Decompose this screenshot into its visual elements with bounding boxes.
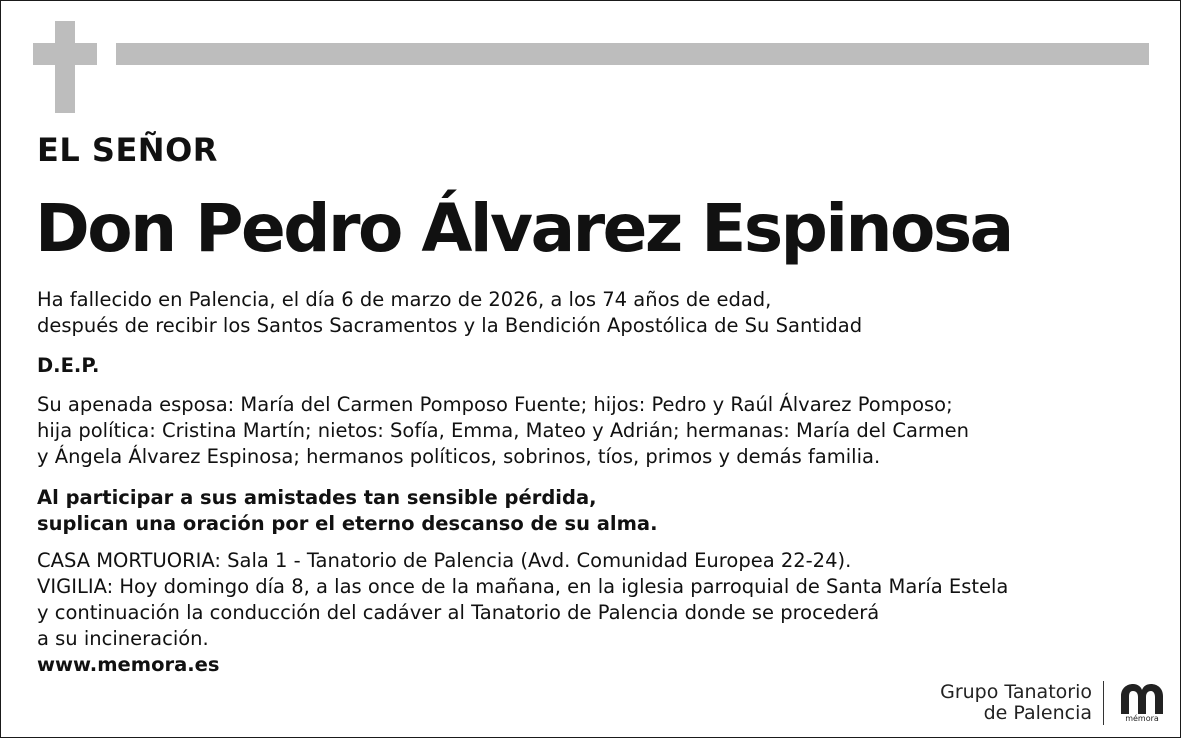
header-rule bbox=[116, 43, 1149, 65]
tanatorio-logo bbox=[940, 679, 1168, 727]
dep: D.E.P. bbox=[37, 354, 100, 377]
prayer-request bbox=[37, 485, 657, 537]
family-list bbox=[37, 392, 969, 470]
family-line: hija política: Cristina Martín; nietos: Sofía, Emma, Mateo y Adrián; hermanas: María del Carmen bbox=[37, 419, 969, 442]
details-line: a su incineración. bbox=[37, 627, 209, 650]
announcement-line: después de recibir los Santos Sacramentos y la Bendición Apostólica de Su Santidad bbox=[37, 314, 863, 337]
service-details bbox=[37, 548, 1008, 678]
website-link[interactable]: www.memora.es bbox=[37, 653, 220, 676]
announcement-line: Ha fallecido en Palencia, el día 6 de marzo de 2026, a los 74 años de edad, bbox=[37, 288, 772, 311]
deceased-name: Don Pedro Álvarez Espinosa bbox=[35, 190, 1012, 267]
honorific: EL SEÑOR bbox=[37, 131, 218, 169]
details-line: y continuación la conducción del cadáver al Tanatorio de Palencia donde se procederá bbox=[37, 601, 880, 624]
announcement bbox=[37, 287, 862, 339]
family-line: y Ángela Álvarez Espinosa; hermanos políticos, sobrinos, tíos, primos y demás familia. bbox=[37, 445, 881, 468]
details-line: CASA MORTUORIA: Sala 1 - Tanatorio de Palencia (Avd. Comunidad Europea 22-24). bbox=[37, 549, 852, 572]
logo-text bbox=[940, 682, 1092, 724]
details-line: VIGILIA: Hoy domingo día 8, a las once de la mañana, en la iglesia parroquial de Santa María Estela bbox=[37, 575, 1009, 598]
memora-label: mémora bbox=[1125, 714, 1159, 723]
logo-text-line: Grupo Tanatorio bbox=[940, 681, 1092, 703]
cross-icon-vertical bbox=[55, 21, 75, 113]
cross-icon-horizontal bbox=[33, 43, 97, 65]
memora-mark bbox=[1116, 682, 1168, 724]
memora-m-icon bbox=[1118, 682, 1166, 714]
logo-divider bbox=[1103, 681, 1104, 725]
logo-text-line: de Palencia bbox=[983, 702, 1092, 724]
request-line: suplican una oración por el eterno descanso de su alma. bbox=[37, 512, 658, 535]
family-line: Su apenada esposa: María del Carmen Pomposo Fuente; hijos: Pedro y Raúl Álvarez Pomposo; bbox=[37, 393, 953, 416]
request-line: Al participar a sus amistades tan sensible pérdida, bbox=[37, 486, 597, 509]
